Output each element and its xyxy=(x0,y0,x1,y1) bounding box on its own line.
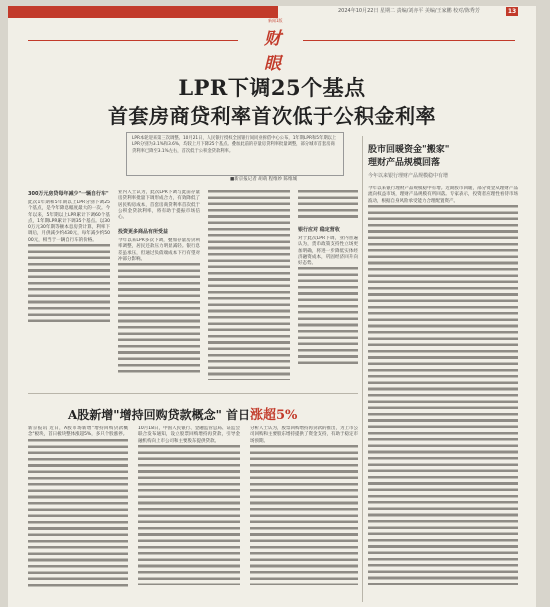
secondary-column-2 xyxy=(138,426,240,602)
col3-text: 今年以来LPR多次下调，叠加存量房贷利率调整，居民还款压力明显减轻。银行息差虽承压，但通过负债端成本下行有望对冲部分影响。 xyxy=(118,238,200,262)
article-column-4 xyxy=(298,236,358,384)
sidebar-headline-line2: 理财产品规模回落 xyxy=(368,158,441,168)
header-rule-right xyxy=(303,40,515,41)
col4-text-continuation xyxy=(298,267,358,367)
secondary-headline-prefix: A股新增"增持回购贷款概念" xyxy=(68,408,222,422)
secondary-headline xyxy=(68,404,297,423)
newspaper-page xyxy=(8,6,536,607)
article-column-3 xyxy=(208,190,290,384)
col1-intro-heading: 300万元房贷每年减少"一辆自行车" xyxy=(28,191,109,197)
lead-paragraph: LPR本轮迎来第三次调整。10月21日，人民银行授权全国银行间同业拆借中心公布，1年期LPR和5年期以上LPR分别为3.1%和3.6%，均较上月下降25个基点。叠加此前的存量房贷利率批量调整，部分城市首套房商贷利率已降至3.1%左右，首次低于公积金贷款利率。 xyxy=(126,132,344,176)
secondary-headline-highlight: 涨超5% xyxy=(250,408,298,423)
col3-text-lines xyxy=(208,190,290,380)
secondary-headline-middle: 首日 xyxy=(221,408,251,422)
col4-text: 对于此次LPR下调，业内普遍认为，货币政策支持性立场更加明确，将进一步降低实体经济融资成本，巩固经济回升向好态势。 xyxy=(298,236,358,267)
sidebar-body xyxy=(368,186,518,598)
header-red-band xyxy=(8,6,278,18)
col2-text-continuation xyxy=(118,263,200,373)
header-rule-left xyxy=(28,40,238,41)
secondary-column-3 xyxy=(250,426,358,602)
col2-text: 业内人士认为，此次LPR下调与此前存量房贷利率批量下调形成合力，有效降低了居民购房成本，首套房商贷利率首次低于公积金贷款利率，将有助于提振市场信心。 xyxy=(118,190,200,221)
sidebar-headline-line1: 股市回暖资金"搬家" xyxy=(368,145,450,155)
article-column-2-top xyxy=(118,190,200,224)
section-logo xyxy=(264,18,292,74)
secondary-col3-continuation xyxy=(250,445,358,585)
byline: ■新京报记者 胡萌 程维妙 陈维城 xyxy=(230,177,298,182)
secondary-col2-continuation xyxy=(138,445,240,585)
sidebar-body-continuation xyxy=(368,205,518,585)
secondary-col1-text: 新京报讯 近日，A股市场新增"增持回购贷款概念"板块，首日板块整体涨超5%，多只个股涨停。 xyxy=(28,426,128,438)
subheading-2: 投资更多商品有所受益 xyxy=(118,229,169,235)
sidebar-divider xyxy=(362,136,363,602)
sidebar-subtitle: 今年以来银行理财产品规模稳中有增 xyxy=(368,173,449,179)
subheading-3: 银行应对 稳定营收 xyxy=(298,227,340,233)
header-info: 2024年10月22日 星期二 责编/刘亦平 美编/王家鹏 校对/陈秀芳 xyxy=(338,8,480,14)
section-logo-mark: 财眼 xyxy=(264,29,281,74)
story-divider xyxy=(28,393,358,394)
page-number: 13 xyxy=(507,8,517,15)
col1-text-continuation xyxy=(28,244,110,324)
sidebar-headline xyxy=(368,144,449,170)
page-header-bar xyxy=(8,6,536,18)
sidebar-body-text: 今年以来银行理财产品规模稳中有增。近期股市回暖，部分资金从理财产品流向权益市场，理财产品规模有所回落。专家表示，投资者应理性看待市场波动，根据自身风险承受能力合理配置资产。 xyxy=(368,186,518,204)
col1-text: 此次1年期和5年期以上LPR分别下调25个基点，是今年降息幅度最大的一次。今年以来，5年期以上LPR累计下调60个基点，1年期LPR累计下调35个基点。以300万元30年期等额本息房贷计算，利率下调后，月供减少约430元，每年减少约5000元，相当于一辆自行车的价格。 xyxy=(28,200,110,243)
article-column-2 xyxy=(118,238,200,384)
main-headline-line2: 首套房商贷利率首次低于公积金利率 xyxy=(108,104,436,128)
article-column-4-top xyxy=(298,190,358,224)
secondary-col3-text: 分析人士认为，股票回购增持再贷款的推出，为上市公司回购和主要股东增持提供了资金支持，有助于稳定市场预期。 xyxy=(250,426,358,444)
col4-top-lines xyxy=(298,190,358,220)
article-column-1 xyxy=(28,200,110,384)
main-headline-line1: LPR下调25个基点 xyxy=(178,75,366,100)
secondary-col1-continuation xyxy=(28,439,128,589)
secondary-column-1 xyxy=(28,426,128,602)
section-tag: 新闻1版 xyxy=(268,18,283,23)
secondary-col2-text: 10月18日，中国人民银行、金融监管总局、证监会联合发布通知，设立股票回购增持再贷款，引导金融机构向上市公司和主要股东提供贷款。 xyxy=(138,426,240,444)
